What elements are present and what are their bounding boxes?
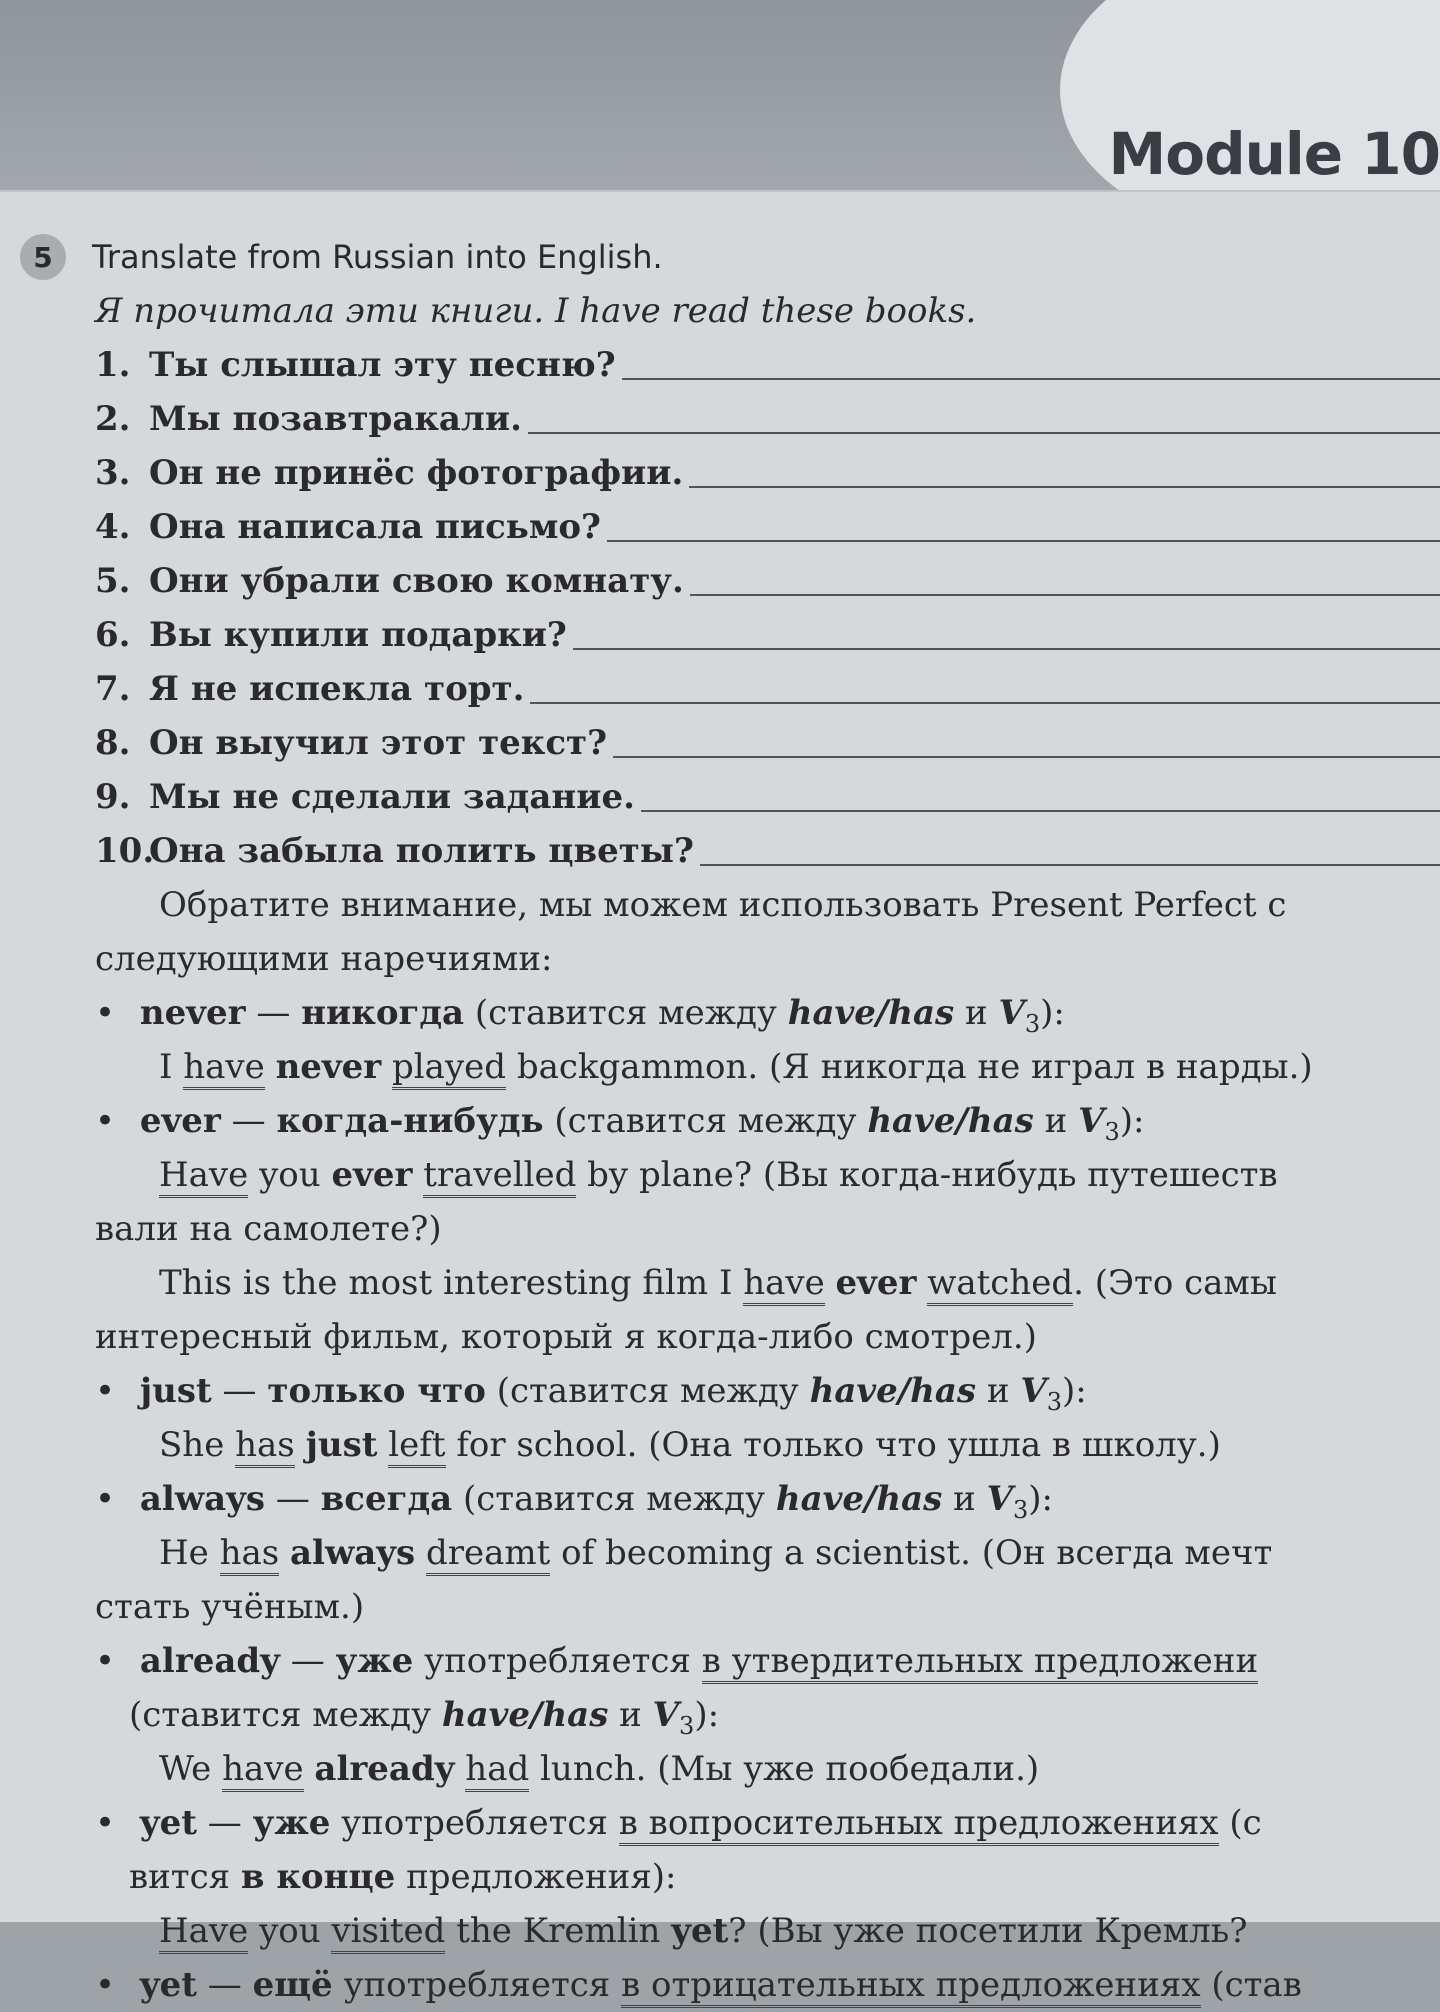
example-ever-2: This is the most interesting film I have ever watched. (Это самы xyxy=(95,1256,1440,1310)
exercise-number-badge: 5 xyxy=(20,234,66,280)
module-title: Module 10 xyxy=(1109,120,1440,188)
example-ever-1: Have you ever travelled by plane? (Вы когда-нибудь путешеств xyxy=(95,1148,1440,1202)
answer-line[interactable] xyxy=(573,608,1440,650)
example-yet: Have you visited the Kremlin yet? (Вы уже посетили Кремль? xyxy=(95,1904,1440,1958)
item-number: 9. xyxy=(95,770,149,824)
exercise-item xyxy=(95,446,1440,500)
rule-yet-questions-cont: вится в конце предложения): xyxy=(95,1850,1440,1904)
item-sentence: Он выучил этот текст? xyxy=(149,716,607,770)
rule-already-cont: (ставится между have/has и $V_3$): xyxy=(95,1688,1440,1742)
item-number: 5. xyxy=(95,554,149,608)
answer-line[interactable] xyxy=(622,338,1440,380)
exercise-example: Я прочитала эти книги. I have read these books. xyxy=(95,284,1440,338)
item-sentence: Мы позавтракали. xyxy=(149,392,522,446)
example-never: I have never played backgammon. (Я никогда не играл в нарды.) xyxy=(95,1040,1440,1094)
item-sentence: Он не принёс фотографии. xyxy=(149,446,683,500)
item-sentence: Ты слышал эту песню? xyxy=(149,338,616,392)
item-number: 10. xyxy=(95,824,149,878)
item-sentence: Вы купили подарки? xyxy=(149,608,567,662)
answer-line[interactable] xyxy=(700,824,1440,866)
exercise-item xyxy=(95,500,1440,554)
exercise-item xyxy=(95,716,1440,770)
exercise-item xyxy=(95,662,1440,716)
example-always: He has always dreamt of becoming a scientist. (Он всегда мечт xyxy=(95,1526,1440,1580)
example-always-cont: стать учёным.) xyxy=(95,1580,1440,1634)
exercise-item xyxy=(95,392,1440,446)
exercise-instruction: Translate from Russian into English. xyxy=(92,238,663,276)
page-content xyxy=(95,230,1440,2012)
exercise-item xyxy=(95,338,1440,392)
answer-line[interactable] xyxy=(689,446,1440,488)
item-sentence: Мы не сделали задание. xyxy=(149,770,635,824)
item-number: 3. xyxy=(95,446,149,500)
item-sentence: Они убрали свою комнату. xyxy=(149,554,684,608)
rule-never: • never — никогда (ставится между have/has и $V_3$): xyxy=(95,986,1440,1040)
rule-just: • just — только что (ставится между have/has и $V_3$): xyxy=(95,1364,1440,1418)
answer-line[interactable] xyxy=(528,392,1440,434)
rule-already: • already — уже употребляется в утвердительных предложени xyxy=(95,1634,1440,1688)
example-just: She has just left for school. (Она только что ушла в школу.) xyxy=(95,1418,1440,1472)
example-ever-1-cont: вали на самолете?) xyxy=(95,1202,1440,1256)
exercise-item xyxy=(95,608,1440,662)
rule-yet-negatives: • yet — ещё употребляется в отрицательных предложениях (став xyxy=(95,1958,1440,2012)
exercise-header xyxy=(95,230,1440,284)
item-number: 4. xyxy=(95,500,149,554)
example-already: We have already had lunch. (Мы уже пообедали.) xyxy=(95,1742,1440,1796)
rule-always: • always — всегда (ставится между have/has и $V_3$): xyxy=(95,1472,1440,1526)
item-number: 6. xyxy=(95,608,149,662)
item-sentence: Она написала письмо? xyxy=(149,500,601,554)
item-number: 8. xyxy=(95,716,149,770)
grammar-intro-line-2: следующими наречиями: xyxy=(95,932,1440,986)
answer-line[interactable] xyxy=(530,662,1440,704)
rule-ever: • ever — когда-нибудь (ставится между have/has и $V_3$): xyxy=(95,1094,1440,1148)
exercise-items xyxy=(95,338,1440,878)
rule-yet-questions: • yet — уже употребляется в вопросительных предложениях (с xyxy=(95,1796,1440,1850)
item-number: 2. xyxy=(95,392,149,446)
grammar-intro-line-1: Обратите внимание, мы можем использовать Present Perfect с xyxy=(95,878,1440,932)
exercise-item xyxy=(95,554,1440,608)
answer-line[interactable] xyxy=(607,500,1440,542)
answer-line[interactable] xyxy=(690,554,1440,596)
item-number: 1. xyxy=(95,338,149,392)
answer-line[interactable] xyxy=(613,716,1440,758)
item-number: 7. xyxy=(95,662,149,716)
exercise-item xyxy=(95,770,1440,824)
item-sentence: Она забыла полить цветы? xyxy=(149,824,694,878)
example-ever-2-cont: интересный фильм, который я когда-либо смотрел.) xyxy=(95,1310,1440,1364)
item-sentence: Я не испекла торт. xyxy=(149,662,524,716)
answer-line[interactable] xyxy=(641,770,1440,812)
exercise-item xyxy=(95,824,1440,878)
